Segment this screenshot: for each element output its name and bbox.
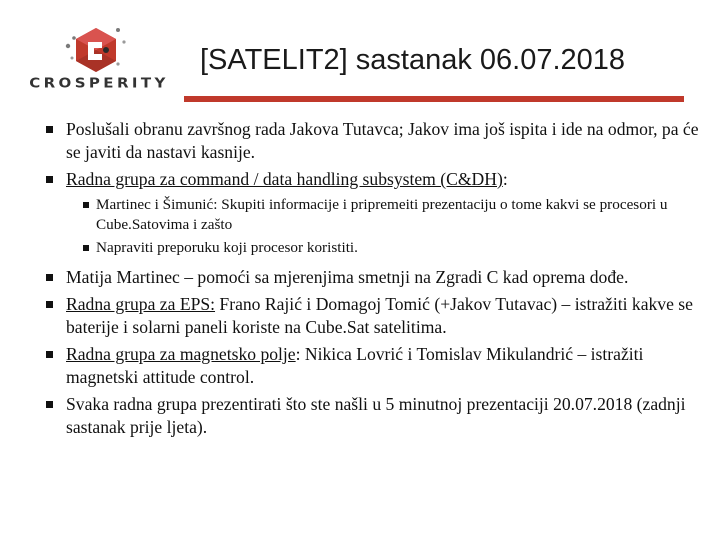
sub-bullet-list <box>0 195 720 258</box>
bullet-item: Svaka radna grupa prezentirati što ste našli u 5 minutnoj prezentaciji 20.07.2018 (zadnji sastanak prije ljeta). <box>0 393 720 439</box>
bullet-item: Poslušali obranu završnog rada Jakova Tutavca; Jakov ima još ispita i ide na odmor, pa će se javiti da nastavi kasnije. <box>0 118 720 164</box>
bullet-item: Radna grupa za magnetsko polje: Nikica Lovrić i Tomislav Mikulandrić – istražiti magnetski attitude control. <box>0 343 720 389</box>
bullet-item: Radna grupa za command / data handling subsystem (C&DH): <box>0 168 720 191</box>
bullet-list <box>0 118 720 443</box>
title-underline-bar <box>184 96 684 102</box>
sub-bullet-item: Napraviti preporuku koji procesor koristiti. <box>0 238 720 258</box>
slide-title: [SATELIT2] sastanak 06.07.2018 <box>200 44 626 76</box>
logo-text: CROSPERITY <box>29 74 169 92</box>
crosperity-logo <box>14 24 176 100</box>
sub-bullet-item: Martinec i Šimunić: Skupiti informacije i pripremeiti prezentaciju o tome kakvi se procesori u Cube.Satovima i zašto <box>0 195 720 235</box>
bullet-item: Matija Martinec – pomoći sa mjerenjima smetnji na Zgradi C kad oprema dođe. <box>0 266 720 289</box>
crosperity-emblem-icon <box>14 24 176 76</box>
bullet-item: Radna grupa za EPS: Frano Rajić i Domagoj Tomić (+Jakov Tutavac) – istražiti kakve se baterije i solarni paneli koriste na Cube.Sat satelitima. <box>0 293 720 339</box>
